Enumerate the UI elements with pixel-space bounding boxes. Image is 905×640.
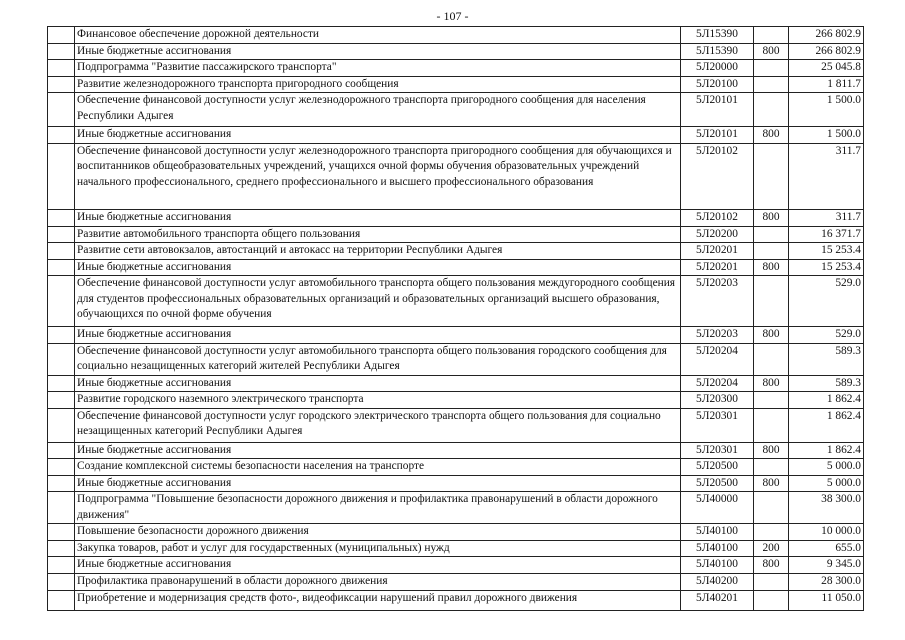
table-row: [48, 590, 864, 610]
table-row: [48, 573, 864, 590]
row-code-cell: 5Л20204: [681, 375, 754, 392]
table-row: [48, 392, 864, 409]
row-blank-cell: [48, 43, 75, 60]
table-row: [48, 27, 864, 44]
row-code-cell: 5Л20204: [681, 343, 754, 375]
row-amount-cell: 529.0: [789, 276, 864, 327]
row-blank-cell: [48, 143, 75, 209]
row-amount-cell: 311.7: [789, 143, 864, 209]
row-amount-cell: 266 802.9: [789, 43, 864, 60]
row-blank-cell: [48, 276, 75, 327]
row-kind-cell: 200: [754, 540, 789, 557]
table-row: [48, 276, 864, 327]
table-row: [48, 375, 864, 392]
table-row: [48, 492, 864, 524]
row-blank-cell: [48, 343, 75, 375]
row-code-cell: 5Л20203: [681, 327, 754, 344]
row-name-cell: Иные бюджетные ассигнования: [75, 259, 681, 276]
table-row: [48, 43, 864, 60]
budget-table-body: [48, 27, 864, 611]
row-code-cell: 5Л40200: [681, 573, 754, 590]
row-name-cell: Подпрограмма "Развитие пассажирского транспорта": [75, 60, 681, 77]
row-code-cell: 5Л40100: [681, 540, 754, 557]
row-code-cell: 5Л20301: [681, 442, 754, 459]
row-amount-cell: 655.0: [789, 540, 864, 557]
row-blank-cell: [48, 226, 75, 243]
row-name-cell: Обеспечение финансовой доступности услуг автомобильного транспорта общего пользования междугородного сообщения для студентов профессиональных образовательных организаций и образовательных организаций высшего образования, обучающихся по очной форме обучения: [75, 276, 681, 327]
row-code-cell: 5Л20200: [681, 226, 754, 243]
row-name-cell: Профилактика правонарушений в области дорожного движения: [75, 573, 681, 590]
row-kind-cell: [754, 60, 789, 77]
row-kind-cell: [754, 408, 789, 442]
row-code-cell: 5Л20101: [681, 93, 754, 127]
row-blank-cell: [48, 93, 75, 127]
row-name-cell: Обеспечение финансовой доступности услуг железнодорожного транспорта пригородного сообщения для населения Республики Адыгея: [75, 93, 681, 127]
row-code-cell: 5Л20301: [681, 408, 754, 442]
row-blank-cell: [48, 459, 75, 476]
row-name-cell: Иные бюджетные ассигнования: [75, 475, 681, 492]
row-blank-cell: [48, 573, 75, 590]
row-kind-cell: [754, 93, 789, 127]
row-kind-cell: 800: [754, 557, 789, 574]
row-blank-cell: [48, 259, 75, 276]
row-code-cell: 5Л40000: [681, 492, 754, 524]
row-blank-cell: [48, 375, 75, 392]
row-amount-cell: 1 862.4: [789, 442, 864, 459]
row-kind-cell: 800: [754, 43, 789, 60]
row-blank-cell: [48, 27, 75, 44]
table-row: [48, 557, 864, 574]
row-name-cell: Обеспечение финансовой доступности услуг автомобильного транспорта общего пользования городского сообщения для социально незащищенных категорий жителей Республики Адыгея: [75, 343, 681, 375]
row-code-cell: 5Л20500: [681, 459, 754, 476]
row-amount-cell: 25 045.8: [789, 60, 864, 77]
row-blank-cell: [48, 557, 75, 574]
row-name-cell: Развитие городского наземного электрического транспорта: [75, 392, 681, 409]
row-amount-cell: 38 300.0: [789, 492, 864, 524]
row-amount-cell: 529.0: [789, 327, 864, 344]
row-blank-cell: [48, 442, 75, 459]
row-kind-cell: [754, 524, 789, 541]
row-code-cell: 5Л20102: [681, 209, 754, 226]
page-number: - 107 -: [436, 9, 469, 23]
row-name-cell: Иные бюджетные ассигнования: [75, 127, 681, 144]
row-amount-cell: 1 862.4: [789, 392, 864, 409]
row-blank-cell: [48, 475, 75, 492]
row-kind-cell: 800: [754, 259, 789, 276]
row-blank-cell: [48, 392, 75, 409]
row-blank-cell: [48, 327, 75, 344]
row-name-cell: Создание комплексной системы безопасности населения на транспорте: [75, 459, 681, 476]
row-amount-cell: 589.3: [789, 375, 864, 392]
row-name-cell: Обеспечение финансовой доступности услуг железнодорожного транспорта пригородного сообщения для обучающихся и воспитанников общеобразовательных учреждений, учащихся очной формы обучения образовательных учреждений начального профессионального, среднего профессионального и высшего профессионального образования: [75, 143, 681, 209]
row-blank-cell: [48, 127, 75, 144]
row-name-cell: Иные бюджетные ассигнования: [75, 209, 681, 226]
row-name-cell: Развитие сети автовокзалов, автостанций и автокасс на территории Республики Адыгея: [75, 243, 681, 260]
row-blank-cell: [48, 209, 75, 226]
table-row: [48, 60, 864, 77]
table-row: [48, 76, 864, 93]
row-code-cell: 5Л40201: [681, 590, 754, 610]
table-row: [48, 143, 864, 209]
table-row: [48, 343, 864, 375]
table-row: [48, 540, 864, 557]
table-row: [48, 524, 864, 541]
row-kind-cell: [754, 276, 789, 327]
budget-table: [47, 26, 864, 611]
row-name-cell: Повышение безопасности дорожного движения: [75, 524, 681, 541]
row-code-cell: 5Л20203: [681, 276, 754, 327]
row-code-cell: 5Л20100: [681, 76, 754, 93]
row-code-cell: 5Л20201: [681, 243, 754, 260]
row-name-cell: Иные бюджетные ассигнования: [75, 375, 681, 392]
row-name-cell: Приобретение и модернизация средств фото-, видеофиксации нарушений правил дорожного движения: [75, 590, 681, 610]
row-amount-cell: 9 345.0: [789, 557, 864, 574]
row-kind-cell: [754, 76, 789, 93]
row-blank-cell: [48, 60, 75, 77]
row-blank-cell: [48, 492, 75, 524]
row-code-cell: 5Л40100: [681, 524, 754, 541]
row-amount-cell: 15 253.4: [789, 259, 864, 276]
row-name-cell: Иные бюджетные ассигнования: [75, 43, 681, 60]
row-blank-cell: [48, 76, 75, 93]
row-amount-cell: 28 300.0: [789, 573, 864, 590]
table-row: [48, 459, 864, 476]
table-row: [48, 209, 864, 226]
row-amount-cell: 16 371.7: [789, 226, 864, 243]
row-amount-cell: 1 500.0: [789, 93, 864, 127]
row-kind-cell: [754, 243, 789, 260]
row-kind-cell: [754, 492, 789, 524]
row-kind-cell: [754, 143, 789, 209]
row-name-cell: Иные бюджетные ассигнования: [75, 442, 681, 459]
row-amount-cell: 589.3: [789, 343, 864, 375]
row-code-cell: 5Л15390: [681, 27, 754, 44]
row-amount-cell: 15 253.4: [789, 243, 864, 260]
row-amount-cell: 266 802.9: [789, 27, 864, 44]
row-name-cell: Иные бюджетные ассигнования: [75, 557, 681, 574]
row-code-cell: 5Л20101: [681, 127, 754, 144]
row-name-cell: Обеспечение финансовой доступности услуг городского электрического транспорта общего пользования для социально незащищенных категорий Республики Адыгея: [75, 408, 681, 442]
row-kind-cell: 800: [754, 475, 789, 492]
row-name-cell: Развитие железнодорожного транспорта пригородного сообщения: [75, 76, 681, 93]
row-name-cell: Финансовое обеспечение дорожной деятельности: [75, 27, 681, 44]
table-row: [48, 475, 864, 492]
table-row: [48, 259, 864, 276]
table-row: [48, 127, 864, 144]
row-blank-cell: [48, 540, 75, 557]
row-kind-cell: [754, 573, 789, 590]
table-row: [48, 243, 864, 260]
row-amount-cell: 10 000.0: [789, 524, 864, 541]
row-blank-cell: [48, 524, 75, 541]
row-amount-cell: 5 000.0: [789, 459, 864, 476]
row-code-cell: 5Л15390: [681, 43, 754, 60]
row-code-cell: 5Л20500: [681, 475, 754, 492]
row-kind-cell: [754, 590, 789, 610]
row-kind-cell: [754, 392, 789, 409]
row-kind-cell: [754, 226, 789, 243]
row-kind-cell: [754, 343, 789, 375]
row-amount-cell: 1 811.7: [789, 76, 864, 93]
table-row: [48, 408, 864, 442]
row-blank-cell: [48, 408, 75, 442]
table-row: [48, 93, 864, 127]
row-name-cell: Иные бюджетные ассигнования: [75, 327, 681, 344]
row-kind-cell: 800: [754, 327, 789, 344]
row-amount-cell: 1 500.0: [789, 127, 864, 144]
row-code-cell: 5Л20201: [681, 259, 754, 276]
row-name-cell: Подпрограмма "Повышение безопасности дорожного движения и профилактика правонарушений в области дорожного движения": [75, 492, 681, 524]
row-amount-cell: 1 862.4: [789, 408, 864, 442]
row-blank-cell: [48, 590, 75, 610]
row-kind-cell: 800: [754, 442, 789, 459]
table-row: [48, 442, 864, 459]
row-name-cell: Закупка товаров, работ и услуг для государственных (муниципальных) нужд: [75, 540, 681, 557]
row-code-cell: 5Л20000: [681, 60, 754, 77]
row-kind-cell: 800: [754, 127, 789, 144]
row-amount-cell: 311.7: [789, 209, 864, 226]
row-name-cell: Развитие автомобильного транспорта общего пользования: [75, 226, 681, 243]
row-blank-cell: [48, 243, 75, 260]
row-code-cell: 5Л20300: [681, 392, 754, 409]
table-row: [48, 226, 864, 243]
table-row: [48, 327, 864, 344]
row-kind-cell: [754, 27, 789, 44]
row-amount-cell: 11 050.0: [789, 590, 864, 610]
row-kind-cell: [754, 459, 789, 476]
row-amount-cell: 5 000.0: [789, 475, 864, 492]
row-kind-cell: 800: [754, 209, 789, 226]
row-code-cell: 5Л40100: [681, 557, 754, 574]
row-kind-cell: 800: [754, 375, 789, 392]
row-code-cell: 5Л20102: [681, 143, 754, 209]
